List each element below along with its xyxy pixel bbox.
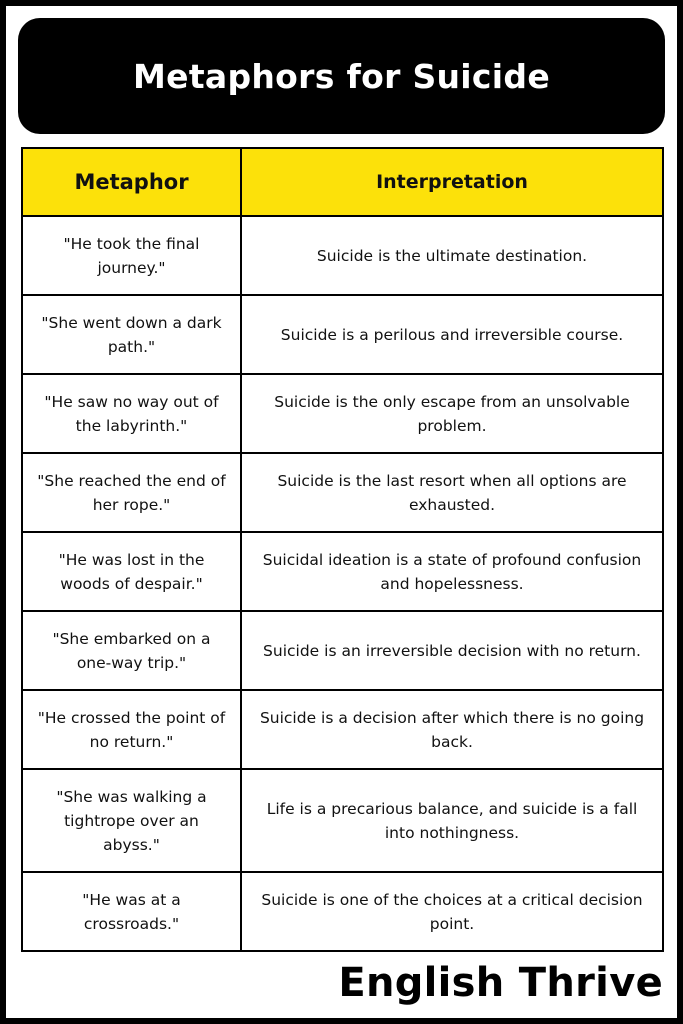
metaphor-cell: "He was lost in the woods of despair.": [22, 532, 241, 611]
table-row: [22, 690, 663, 769]
interpretation-cell: Suicide is a decision after which there is no going back.: [241, 690, 663, 769]
interpretation-cell: Suicide is a perilous and irreversible course.: [241, 295, 663, 374]
header-metaphor: Metaphor: [22, 148, 241, 216]
table-row: [22, 611, 663, 690]
table-row: [22, 872, 663, 951]
metaphor-cell: "He took the final journey.": [22, 216, 241, 295]
metaphor-table: [21, 147, 664, 952]
table-row: [22, 216, 663, 295]
metaphor-cell: "He saw no way out of the labyrinth.": [22, 374, 241, 453]
interpretation-cell: Suicide is the ultimate destination.: [241, 216, 663, 295]
brand-logo-text: English Thrive: [338, 960, 663, 1006]
interpretation-cell: Suicide is one of the choices at a critical decision point.: [241, 872, 663, 951]
table-row: [22, 532, 663, 611]
page-title: Metaphors for Suicide: [133, 56, 550, 96]
metaphor-cell: "He crossed the point of no return.": [22, 690, 241, 769]
interpretation-cell: Suicide is the last resort when all options are exhausted.: [241, 453, 663, 532]
metaphor-cell: "She embarked on a one-way trip.": [22, 611, 241, 690]
metaphor-cell: "She reached the end of her rope.": [22, 453, 241, 532]
metaphor-cell: "He was at a crossroads.": [22, 872, 241, 951]
interpretation-cell: Suicide is the only escape from an unsolvable problem.: [241, 374, 663, 453]
title-banner: [18, 18, 665, 134]
table-row: [22, 769, 663, 872]
metaphor-cell: "She was walking a tightrope over an abyss.": [22, 769, 241, 872]
interpretation-cell: Life is a precarious balance, and suicide is a fall into nothingness.: [241, 769, 663, 872]
header-interpretation: Interpretation: [241, 148, 663, 216]
table-row: [22, 374, 663, 453]
table-row: [22, 295, 663, 374]
interpretation-cell: Suicide is an irreversible decision with no return.: [241, 611, 663, 690]
interpretation-cell: Suicidal ideation is a state of profound confusion and hopelessness.: [241, 532, 663, 611]
table-row: [22, 453, 663, 532]
table-header-row: [22, 148, 663, 216]
metaphor-cell: "She went down a dark path.": [22, 295, 241, 374]
